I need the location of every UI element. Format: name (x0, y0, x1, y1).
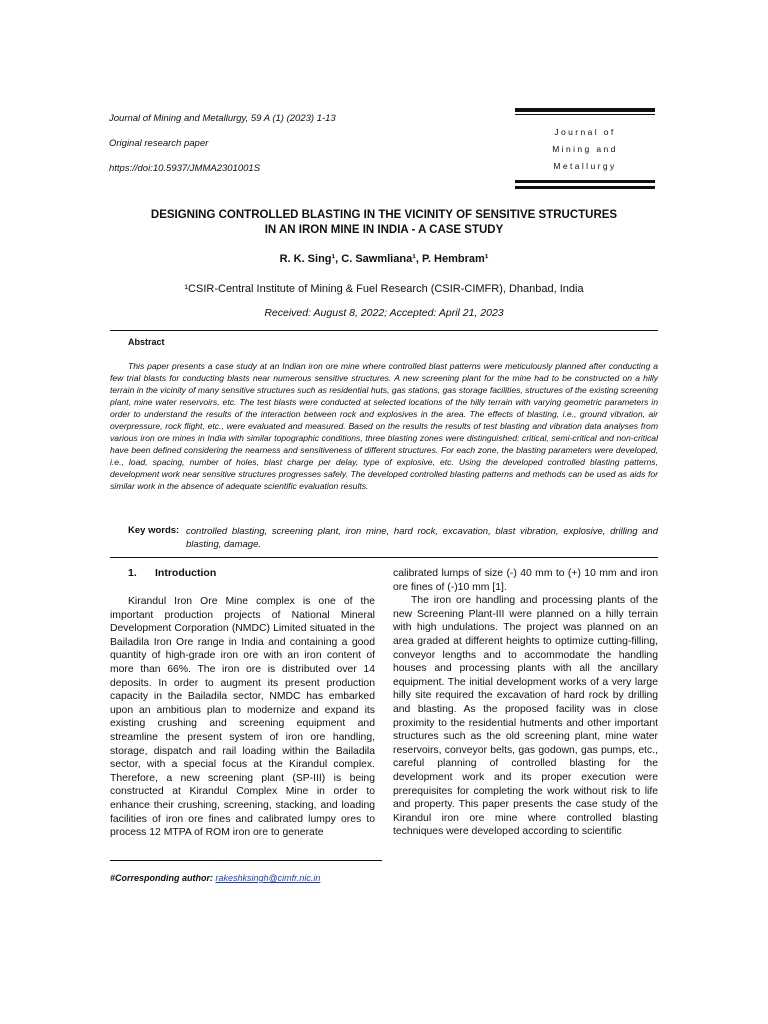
right-column-paragraph-2: The iron ore handling and processing plants of the new Screening Plant-III were planned on a hilly terrain with high undulations. The project was planned on an area graded at different heights to optimize cutting-filling, conveyor lengths and to accommodate the handling houses and processing plants with all the ancillary equipment. The initial development works of a very large hilly site required the excavation of hard rock by drilling and blasting. As the proposed facility was in close proximity to the residential hutments and other important structures such as the old screening plant, mine water reservoirs, conveyor belts, gas godown, gas pumps, etc., careful planning of controlled blasting for the development work and its proper execution were prerequisites for completing the work without risk to life and property. This paper presents the case study of the Kirandul iron ore mine where controlled blasting techniques were developed according to scientific (393, 595, 658, 838)
title-line-1: DESIGNING CONTROLLED BLASTING IN THE VICINITY OF SENSITIVE STRUCTURES (150, 209, 618, 221)
keywords-label: Key words: (128, 525, 180, 536)
journal-citation: Journal of Mining and Metallurgy, 59 A (1) (2023) 1-13 (109, 113, 336, 124)
doi-text: https://doi:10.5937/JMMA2301001S (109, 163, 261, 174)
authors: R. K. Sing¹, C. Sawmliana¹, P. Hembram¹ (279, 253, 489, 265)
abstract-text: This paper presents a case study at an Indian iron ore mine where controlled blast patterns were meticulously planned after conducting a few trial blasts for conducting blasts near numerous sensitive structures. A new screening plant for the mine had to be constructed on a hilly terrain in the vicinity of many sensitive structures such as residential huts, gas stations, gas storage facilities, structures of the existing screening plant, mine water reservoirs, etc. The test blasts were conducted at selected locations of the hilly terrain with varying geometric parameters in order to understand the results of the interaction between rock and explosives in the area. The effects of blasting, i.e., ground vibration, air overpressure, rock flight, etc., were evaluated and measured. Based on the results the results of test blasting and vibration data analyses from various iron ore mines in India with similar topographic conditions, three blasting zones were distinguished: critical, semi-critical and non-critical have been defined considering the nearness and sensitiveness of different structures. For each zone, the blasting parameters were developed, i.e., load, spacing, number of holes, blast charge per delay, type of explosive, etc. Using the developed controlled blasting patterns, development work near sensitive structures progresses safely. The developed controlled blasting patterns and methods can be used as aids for similar work in the absence of adequate scientific evaluation results. (110, 361, 658, 491)
logo-line-1: Journal of (554, 127, 616, 137)
journal-logo (515, 108, 655, 189)
keywords-text: controlled blasting, screening plant, iron mine, hard rock, excavation, blast vibration, explosive, drilling and blasting, damage. (186, 526, 658, 550)
paper-type: Original research paper (109, 138, 209, 149)
logo-top-bar (515, 108, 655, 112)
section-number: 1. (128, 567, 137, 579)
logo-line-2: Mining and (552, 144, 618, 154)
section-title: Introduction (155, 567, 217, 579)
right-column (393, 567, 658, 839)
paper-title (110, 208, 658, 238)
title-line-2: IN AN IRON MINE IN INDIA - A CASE STUDY (264, 224, 504, 236)
logo-line-3: Metallurgy (553, 161, 617, 171)
left-column-paragraph: Kirandul Iron Ore Mine complex is one of the important production projects of National Mineral Development Corporation (NMDC) Limited situated in the Bailadila Iron Ore range in India and containing a good quantity of high-grade iron ore with an iron content of more than 66%. The iron ore is distributed over 14 deposits. In order to augment its present production capacity in the Bailadila sector, NMDC has embarked upon an ambitious plan to modernize and expand its existing crushing and screening equipment and streamline the present system of iron ore handling, storage, dispatch and rail loading within the Bailadila sector, with a special focus at the Kirandul complex. Therefore, a new screening plant (SP-III) is being constructed at Kirandul Complex Mine in order to enhance their crushing, screening, stacking, and loading facilities of iron ore fines and calibrated lumpy ores to process 12 MTPA of ROM iron ore to generate (110, 596, 375, 839)
footnote-label: #Corresponding author: (110, 873, 213, 883)
left-column (110, 595, 375, 840)
affiliation: ¹CSIR-Central Institute of Mining & Fuel Research (CSIR-CIMFR), Dhanbad, India (184, 283, 584, 295)
abstract-top-rule (110, 330, 658, 331)
abstract-heading: Abstract (128, 337, 165, 347)
logo-bottom-bar-2 (515, 186, 655, 189)
corresponding-author-email-link[interactable]: rakeshksingh@cimfr.nic.in (215, 873, 321, 883)
corresponding-author-footnote (110, 873, 320, 883)
received-dates: Received: August 8, 2022; Accepted: April 21, 2023 (264, 307, 504, 319)
logo-bottom-bar-1 (515, 180, 655, 183)
right-column-paragraph-1: calibrated lumps of size (-) 40 mm to (+) 10 mm and iron ore fines of (-)10 mm [1]. (393, 568, 658, 593)
keywords-bottom-rule (110, 557, 658, 558)
footnote-rule (110, 860, 382, 861)
section-heading-introduction (128, 567, 216, 579)
